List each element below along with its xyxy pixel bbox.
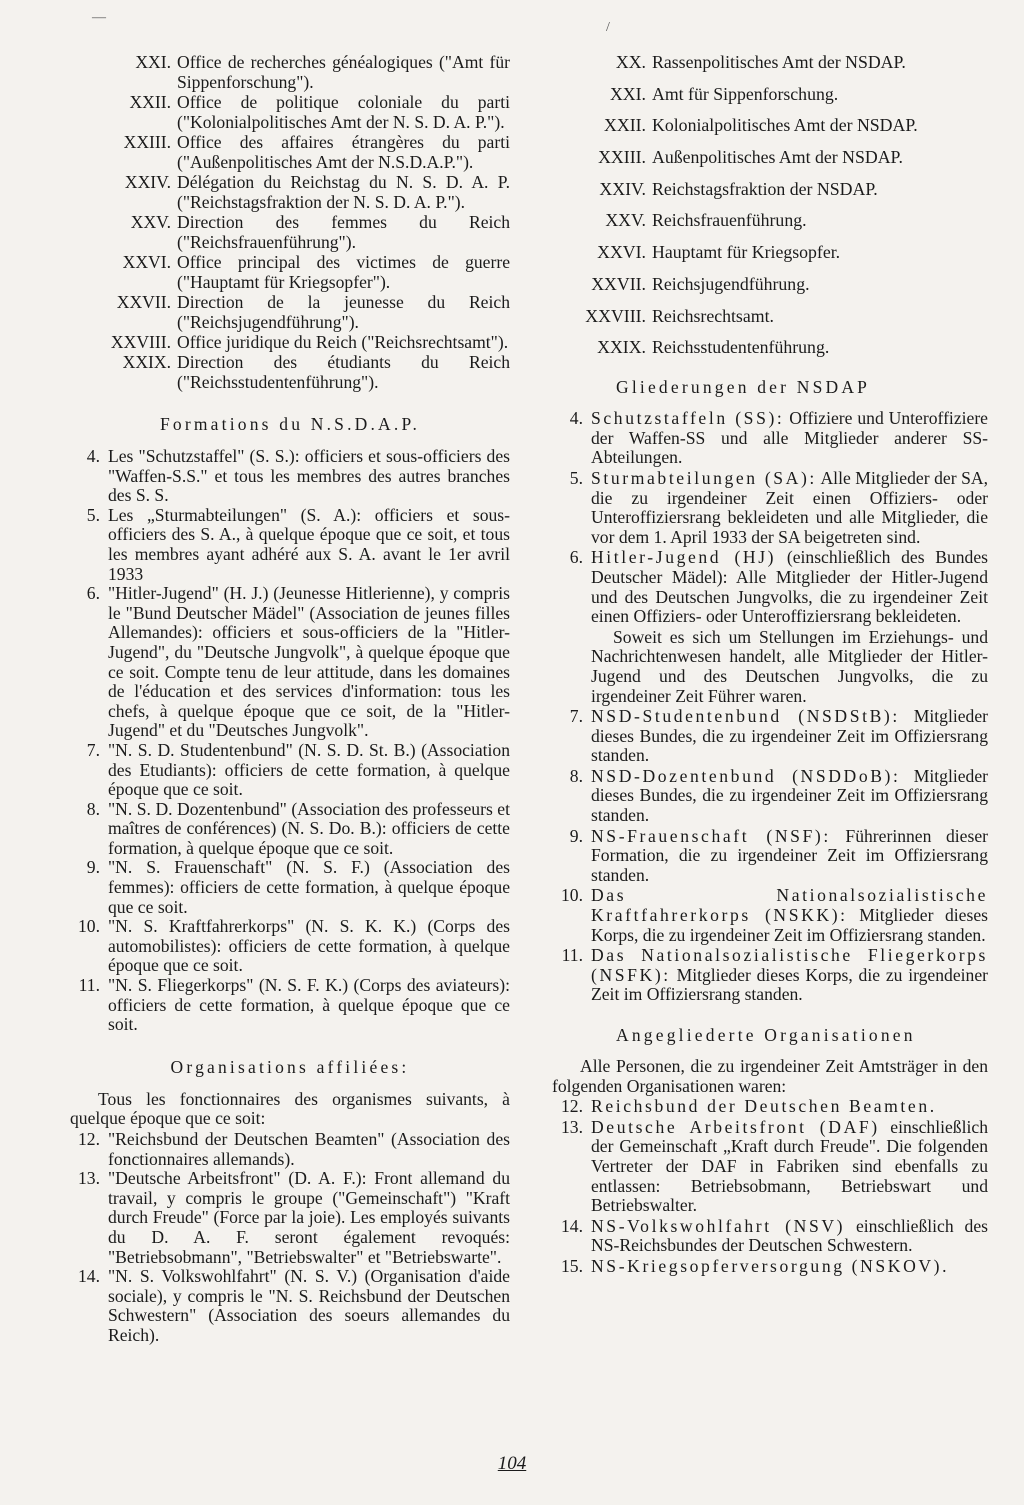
roman-item-text: Reichsfrauenführung.	[652, 210, 807, 231]
item-text: Les "Schutzstaffel" (S. S.): officiers et sous-officiers des "Waffen-S.S." et tous les membres des autres branches des S. S.	[108, 446, 510, 506]
item-number: 14.	[561, 1215, 583, 1236]
scan-mark: —	[92, 10, 106, 25]
numbered-list-item	[70, 741, 510, 800]
roman-item-text: Délégation du Reichstag du N. S. D. A. P. ("Reichstagsfraktion der N. S. D. A. P.").	[177, 172, 510, 212]
right-column-german	[552, 52, 988, 1278]
roman-numeral: XXVI.	[122, 252, 171, 272]
numbered-list-item	[552, 886, 988, 945]
left-column-french	[70, 52, 510, 1346]
item-body: Alle Mitglieder der SA, die zu irgendeiner Zeit einen Offiziers- oder Unteroffiziersrang bekleideten und alle Mitglieder, die vor dem 1. April 1933 der SA beigetreten sind.	[591, 467, 988, 547]
roman-list-item	[552, 306, 988, 326]
item-number: 6.	[569, 547, 583, 568]
item-text	[591, 548, 988, 626]
item-number: 8.	[569, 765, 583, 786]
item-number: 7.	[569, 706, 583, 727]
item-number: 13.	[78, 1168, 100, 1189]
item-lead-term: Schutzstaffeln (SS):	[591, 408, 785, 429]
numbered-list-item	[552, 409, 988, 468]
right-roman-list	[552, 52, 988, 357]
roman-list-item	[552, 52, 988, 72]
numbered-list-item	[70, 584, 510, 741]
roman-item-text: Kolonialpolitisches Amt der NSDAP.	[652, 115, 918, 136]
numbered-list-item	[70, 917, 510, 976]
roman-numeral: XXVIII.	[585, 305, 646, 326]
item-lead-term: Reichsbund der Deutschen Beamten.	[591, 1096, 937, 1117]
roman-numeral: XXIII.	[123, 132, 171, 152]
roman-list-item	[70, 332, 510, 352]
item-number: 7.	[86, 739, 100, 760]
item-text	[591, 767, 988, 826]
item-number: 13.	[561, 1116, 583, 1137]
roman-list-item	[70, 252, 510, 292]
item-lead-term: NSD-Dozentenbund (NSDDoB):	[591, 765, 901, 786]
item-text	[591, 707, 988, 766]
numbered-list-item	[70, 858, 510, 917]
roman-numeral: XXVIII.	[110, 332, 171, 352]
item-text	[591, 1097, 988, 1117]
item-lead-term: Deutsche Arbeitsfront (DAF)	[591, 1116, 880, 1137]
numbered-list-item	[70, 1130, 510, 1169]
item-number: 9.	[569, 825, 583, 846]
item-text	[591, 1118, 988, 1216]
roman-list-item	[552, 179, 988, 199]
roman-numeral: XXV.	[605, 210, 646, 231]
item-lead-term: Sturmabteilungen (SA):	[591, 467, 817, 488]
item-text: "Hitler-Jugend" (H. J.) (Jeunesse Hitlerienne), y compris le "Bund Deutscher Mädel" (Association de jeunes filles Allemandes): officiers et sous-officiers de la "Hitler-Jugend", du "Deutsche Jungvolk", à quelque époque que ce soit. Compte tenu de leur attitude, dans les domaines de l'éducation et des services d'information: tous les chefs, à quelque époque que ce soit, de la "Hitler-Jugend" et du "Deutsches Jungvolk".	[108, 583, 510, 741]
roman-item-text: Office juridique du Reich ("Reichsrechtsamt").	[177, 332, 509, 352]
roman-list-item	[70, 212, 510, 252]
numbered-list-item	[70, 1169, 510, 1267]
roman-numeral: XXIII.	[598, 147, 646, 168]
roman-item-text: Reichsrechtsamt.	[652, 305, 774, 326]
numbered-list-item	[552, 767, 988, 826]
item-body: Mitglieder dieses Korps, die zu irgendeiner Zeit im Offiziersrang standen.	[591, 964, 988, 1005]
roman-numeral: XXV.	[130, 212, 171, 232]
item-number: 12.	[78, 1129, 100, 1149]
numbered-list-item	[552, 1257, 988, 1277]
item-body: Führerinnen dieser Formation, die zu irgendeiner Zeit im Offiziersrang standen.	[591, 825, 988, 885]
roman-list-item	[70, 132, 510, 172]
roman-item-text: Office principal des victimes de guerre ("Hauptamt für Kriegsopfer").	[177, 252, 510, 292]
item-body: Mitglieder dieses Bundes, die zu irgendeiner Zeit im Offiziersrang standen.	[591, 765, 988, 826]
scan-mark: /	[606, 20, 610, 35]
left-heading-affiliated: Organisations affiliées:	[170, 1056, 410, 1077]
roman-list-item	[70, 172, 510, 212]
roman-numeral: XXVII.	[591, 273, 646, 294]
roman-item-text: Direction des étudiants du Reich ("Reichsstudentenführung").	[177, 352, 510, 392]
item-text	[591, 1257, 988, 1277]
right-heading-angegliedert: Angegliederte Organisationen	[616, 1025, 916, 1045]
item-lead-term: Das Nationalsozialistische Kraftfahrerkorps (NSKK):	[591, 885, 988, 926]
item-number: 15.	[561, 1255, 583, 1276]
item-body: (einschließlich des Bundes Deutscher Mädel): Alle Mitglieder der Hitler-Jugend und des Deutschen Jungvolks, die zu irgendeiner Zeit einen Offiziers- oder Unteroffiziersrang bekleideten.	[591, 547, 989, 627]
roman-list-item	[552, 147, 988, 167]
roman-numeral: XXI.	[609, 83, 646, 104]
item-lead-term: Hitler-Jugend (HJ)	[591, 547, 777, 568]
left-heading-formations: Formations du N.S.D.A.P.	[159, 414, 421, 434]
item-lead-term: NSD-Studentenbund (NSDStB):	[591, 706, 900, 727]
roman-item-text: Reichstagsfraktion der NSDAP.	[652, 178, 878, 199]
item-number: 8.	[86, 798, 100, 819]
item-text	[591, 409, 988, 468]
item-text: "N. S. Frauenschaft" (N. S. F.) (Association des femmes): officiers de cette formation, à quelque époque que ce soit.	[108, 857, 510, 917]
roman-list-item	[552, 210, 988, 230]
roman-list-item	[70, 292, 510, 332]
item-number: 11.	[561, 945, 583, 966]
left-formations-list	[70, 447, 510, 1035]
item-text	[591, 469, 988, 547]
roman-item-text: Amt für Sippenforschung.	[652, 83, 839, 104]
roman-numeral: XXI.	[135, 52, 171, 72]
roman-item-text: Office des affaires étrangères du parti ("Außenpolitisches Amt der N.S.D.A.P.").	[177, 132, 510, 172]
right-gliederungen-list	[552, 409, 988, 1005]
roman-numeral: XXII.	[129, 92, 171, 112]
numbered-list-item	[552, 469, 988, 547]
item-number: 5.	[86, 504, 100, 525]
item-text: "N. S. Volkswohlfahrt" (N. S. V.) (Organisation d'aide sociale), y compris le "N. S. Reichsbund der Deutschen Schwestern" (Association des soeurs allemandes du Reich).	[108, 1266, 510, 1345]
roman-numeral: XX.	[615, 52, 646, 72]
roman-numeral: XXIX.	[597, 337, 646, 358]
roman-numeral: XXVI.	[597, 242, 646, 263]
roman-item-text: Office de recherches généalogiques ("Amt für Sippenforschung").	[177, 52, 510, 92]
item-number: 12.	[561, 1096, 583, 1117]
item-text: "N. S. Kraftfahrerkorps" (N. S. K. K.) (Corps des automobilistes): officiers de cette formation, à quelque époque que ce soit.	[108, 916, 510, 976]
roman-list-item	[552, 274, 988, 294]
roman-item-text: Direction de la jeunesse du Reich ("Reichsjugendführung").	[177, 292, 510, 332]
item-text: "Deutsche Arbeitsfront" (D. A. F.): Front allemand du travail, y compris le groupe ("Gemeinschaft") "Kraft durch Freude" (Force par la joie). Les employés suivants du D. A. F. seront également revoqués: "Betriebsobmann", "Betriebswalter" et "Betriebswarte".	[108, 1168, 510, 1267]
item-number: 10.	[561, 885, 583, 906]
item-number: 14.	[78, 1266, 100, 1287]
item-body: Mitglieder dieses Korps, die zu irgendeiner Zeit im Offiziersrang standen.	[591, 905, 988, 945]
item-lead-term: NS-Kriegsopferversorgung (NSKOV).	[591, 1255, 950, 1276]
roman-item-text: Office de politique coloniale du parti ("Kolonialpolitisches Amt der N. S. D. A. P.").	[177, 92, 510, 132]
item-lead-term: Das Nationalsozialistische Fliegerkorps (NSFK):	[591, 945, 988, 985]
roman-item-text: Direction des femmes du Reich ("Reichsfrauenführung").	[177, 212, 510, 252]
numbered-list-item	[552, 1118, 988, 1216]
hj-paragraph: Soweit es sich um Stellungen im Erziehungs- und Nachrichtenwesen handelt, alle Mitglieder der Hitler-Jugend und des Deutschen Jungvolks, die zu irgendeiner Zeit Führer waren.	[591, 626, 988, 706]
roman-list-item	[552, 242, 988, 262]
roman-list-item	[552, 84, 988, 104]
right-heading-gliederungen: Gliederungen der NSDAP	[616, 377, 871, 398]
roman-list-item	[552, 337, 988, 357]
roman-numeral: XXIV.	[599, 178, 646, 199]
roman-item-text: Hauptamt für Kriegsopfer.	[652, 242, 841, 263]
numbered-list-item	[70, 447, 510, 506]
item-number: 4.	[86, 446, 100, 466]
item-text: "N. S. Fliegerkorps" (N. S. F. K.) (Corps des aviateurs): officiers de cette formation, à quelque époque que ce soit.	[108, 975, 510, 1035]
item-text: "Reichsbund der Deutschen Beamten" (Association des fonctionnaires allemands).	[108, 1129, 510, 1169]
numbered-list-item	[70, 976, 510, 1035]
roman-list-item	[70, 92, 510, 132]
roman-item-text: Außenpolitisches Amt der NSDAP.	[652, 147, 903, 168]
item-text: Les „Sturmabteilungen" (S. A.): officiers et sous-officiers des S. A., à quelque époque que ce soit, et tous les membres ayant adhéré aux S. A. avant le 1er avril 1933	[108, 504, 510, 584]
numbered-list-item	[70, 800, 510, 859]
item-lead-term: NS-Volkswohlfahrt (NSV)	[591, 1215, 846, 1236]
left-affiliated-list	[70, 1130, 510, 1346]
item-number: 11.	[78, 975, 100, 996]
roman-list-item	[552, 115, 988, 135]
numbered-list-item	[70, 506, 510, 584]
item-body: einschließlich des NS-Reichsbundes der Deutschen Schwestern.	[591, 1215, 988, 1256]
item-number: 5.	[569, 467, 583, 488]
right-angegliedert-intro: Alle Personen, die zu irgendeiner Zeit Amtsträger in den folgenden Organisationen waren:	[552, 1056, 988, 1096]
numbered-list-item	[70, 1267, 510, 1345]
item-body: Offiziere und Unteroffiziere der Waffen-SS und alle Mitglieder anderer SS-Abteilungen.	[591, 408, 988, 468]
roman-item-text: Reichsstudentenführung.	[652, 337, 830, 358]
roman-numeral: XXVII.	[116, 292, 171, 312]
page-number: 104	[497, 1453, 527, 1474]
left-roman-list	[70, 52, 510, 392]
item-number: 6.	[86, 583, 100, 604]
roman-numeral: XXIV.	[124, 172, 171, 192]
right-angegliedert-list	[552, 1097, 988, 1276]
item-text	[591, 886, 988, 945]
numbered-list-item	[552, 1217, 988, 1256]
numbered-list-item	[552, 946, 988, 1005]
roman-list-item	[70, 52, 510, 92]
numbered-list-item	[552, 707, 988, 766]
item-lead-term: NS-Frauenschaft (NSF):	[591, 825, 831, 846]
roman-numeral: XXII.	[604, 115, 646, 136]
item-number: 9.	[86, 857, 100, 878]
numbered-list-item	[552, 1097, 988, 1117]
item-text: "N. S. D. Dozentenbund" (Association des professeurs et maîtres de conférences) (N. S. Do. B.): officiers de cette formation, à quelque époque que ce soit.	[108, 798, 510, 858]
item-body: Mitglieder dieses Bundes, die zu irgendeiner Zeit im Offiziersrang standen.	[591, 706, 988, 766]
item-body: einschließlich der Gemeinschaft „Kraft durch Freude". Die folgenden Vertreter der DAF in Fabriken sind ebenfalls zu entlassen: Betriebsobmann, Betriebswart und Betriebswalter.	[591, 1116, 988, 1216]
item-text: "N. S. D. Studentenbund" (N. S. D. St. B.) (Association des Etudiants): officiers de cette formation, à quelque époque que ce soit.	[108, 739, 510, 800]
item-number: 10.	[78, 916, 100, 937]
item-text	[591, 1217, 988, 1256]
item-number: 4.	[569, 408, 583, 429]
roman-item-text: Reichsjugendführung.	[652, 273, 810, 294]
roman-item-text: Rassenpolitisches Amt der NSDAP.	[652, 52, 906, 72]
item-text	[591, 827, 988, 886]
roman-numeral: XXIX.	[122, 352, 171, 372]
item-text	[591, 946, 988, 1005]
roman-list-item	[70, 352, 510, 392]
numbered-list-item	[552, 827, 988, 886]
left-affiliated-intro: Tous les fonctionnaires des organismes suivants, à quelque époque que ce soit:	[70, 1088, 510, 1129]
numbered-list-item	[552, 548, 988, 626]
